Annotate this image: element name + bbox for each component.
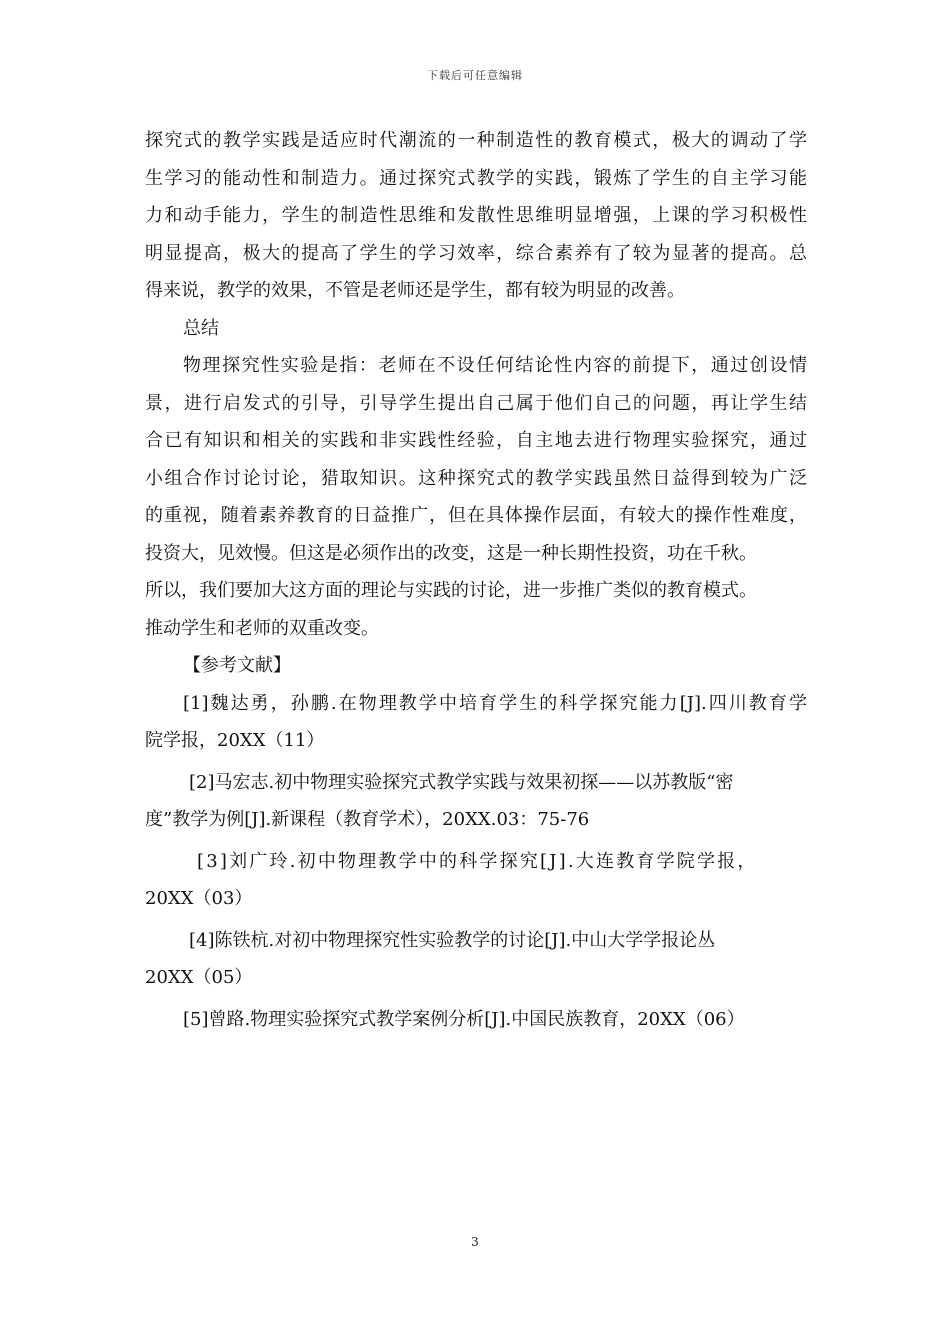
reference-line: 度”教学为例[J].新课程（教育学术），20XX.03：75-76 bbox=[145, 809, 590, 830]
reference-item bbox=[145, 685, 807, 760]
paragraph-line: 所以，我们要加大这方面的理论与实践的讨论，进一步推广类似的教育模式。 bbox=[145, 580, 757, 601]
reference-line: [1]魏达勇，孙鹏.在物理教学中培育学生的科学探究能力[J].四川教育学 bbox=[183, 692, 807, 714]
paragraph-line: 合已有知识和相关的实践和非实践性经验，自主地去进行物理实验探究，通过 bbox=[145, 430, 807, 451]
paragraph-line: 景，进行启发式的引导，引导学生提出自己属于他们自己的问题，再让学生结 bbox=[145, 392, 807, 414]
paragraph-line: 小组合作讨论讨论，猎取知识。这种探究式的教学实践虽然日益得到较为广泛 bbox=[145, 467, 807, 489]
summary-heading: 总结 bbox=[183, 317, 219, 339]
reference-line: 20XX（03） bbox=[145, 888, 253, 909]
reference-item bbox=[145, 764, 807, 839]
paragraph-line: 明显提高，极大的提高了学生的学习效率，综合素养有了较为显著的提高。总 bbox=[145, 242, 807, 264]
summary-paragraph bbox=[145, 347, 807, 647]
reference-item bbox=[145, 922, 807, 997]
reference-line: 院学报，20XX（11） bbox=[145, 730, 325, 751]
intro-paragraph bbox=[145, 122, 807, 310]
paragraph-line: 得来说，教学的效果，不管是老师还是学生，都有较为明显的改善。 bbox=[145, 280, 685, 301]
reference-line: [4]陈铁杭.对初中物理探究性实验教学的讨论[J].中山大学学报论丛 bbox=[189, 929, 716, 951]
paragraph-line: 物理探究性实验是指：老师在不设任何结论性内容的前提下，通过创设情 bbox=[183, 355, 807, 376]
paragraph-line: 推动学生和老师的双重改变。 bbox=[145, 617, 379, 639]
reference-item bbox=[145, 1001, 807, 1039]
reference-line: 20XX（05） bbox=[145, 967, 253, 988]
reference-item bbox=[145, 843, 807, 918]
paragraph-line: 探究式的教学实践是适应时代潮流的一种制造性的教育模式，极大的调动了学 bbox=[145, 130, 807, 151]
page-header-note: 下载后可任意编辑 bbox=[427, 69, 523, 82]
reference-line: [5]曾路.物理实验探究式教学案例分析[J].中国民族教育，20XX（06） bbox=[183, 1008, 745, 1030]
paragraph-line: 生学习的能动性和制造力。通过探究式教学的实践，锻炼了学生的自主学习能 bbox=[145, 167, 807, 189]
document-body bbox=[145, 122, 807, 1038]
references-heading: 【参考文献】 bbox=[183, 655, 291, 676]
paragraph-line: 力和动手能力，学生的制造性思维和发散性思维明显增强，上课的学习积极性 bbox=[145, 205, 807, 226]
paragraph-line: 的重视，随着素养教育的日益推广，但在具体操作层面，有较大的操作性难度， bbox=[145, 505, 807, 526]
reference-list bbox=[145, 685, 807, 1039]
paragraph-line: 投资大，见效慢。但这是必须作出的改变，这是一种长期性投资，功在千秋。 bbox=[145, 542, 757, 564]
reference-line: [2]马宏志.初中物理实验探究式教学实践与效果初探——以苏教版“密 bbox=[189, 771, 734, 793]
page-number: 3 bbox=[471, 1235, 479, 1249]
reference-line: [3]刘广玲.初中物理教学中的科学探究[J].大连教育学院学报， bbox=[197, 850, 758, 872]
